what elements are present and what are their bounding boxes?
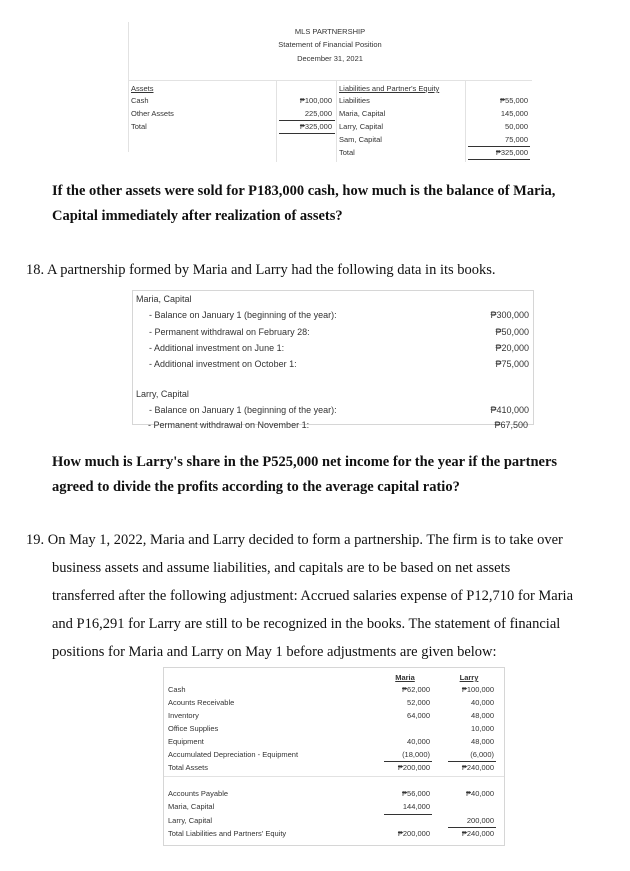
asset-label: Cash: [131, 96, 149, 105]
liab-row-larry: ₱240,000: [461, 829, 494, 838]
asset-row-maria: (18,000): [402, 750, 430, 759]
larry-capital-header: Larry, Capital: [136, 389, 189, 399]
q19-paragraph: [26, 526, 626, 666]
asset-row-larry: 10,000: [471, 724, 494, 733]
total-rule: [448, 761, 496, 762]
total-rule: [384, 761, 432, 762]
maria-capital-header: Maria, Capital: [136, 294, 192, 304]
assets-header: Assets: [131, 84, 154, 93]
liab-row-larry: 200,000: [466, 816, 494, 825]
liability-value: ₱325,000: [495, 148, 528, 157]
q17-question: [52, 179, 622, 229]
asset-row-larry: 48,000: [471, 737, 494, 746]
liab-row-label: Maria, Capital: [168, 802, 215, 811]
grid-line: [276, 80, 277, 162]
liabilities-header: Liabilities and Partner's Equity: [339, 84, 440, 93]
q18-intro: 18. A partnership formed by Maria and Larry had the following data in its books.: [26, 262, 496, 278]
asset-row-larry: ₱240,000: [461, 763, 494, 772]
liability-label: Maria, Capital: [339, 109, 386, 118]
section-divider: [164, 776, 504, 777]
liab-row-larry: ₱40,000: [466, 789, 494, 798]
total-rule: [279, 133, 335, 134]
maria-item-value: ₱300,000: [490, 310, 529, 320]
grid-line: [336, 80, 337, 162]
maria-item-label: - Additional investment on June 1:: [149, 343, 285, 353]
q19-line: transferred after the following adjustment: Accrued salaries expense of P12,710 for Maria: [52, 588, 574, 604]
liab-row-maria: ₱200,000: [397, 829, 430, 838]
liab-row-maria: ₱56,000: [402, 789, 430, 798]
mls-title: MLS PARTNERSHIP: [294, 27, 366, 36]
total-rule: [468, 146, 530, 147]
liability-label: Total: [339, 148, 355, 157]
asset-value: ₱100,000: [299, 96, 332, 105]
asset-label: Total: [131, 122, 147, 131]
liability-value: ₱55,000: [500, 96, 528, 105]
grid-line: [128, 22, 129, 152]
liability-label: Sam, Capital: [339, 135, 382, 144]
asset-row-larry: ₱100,000: [461, 685, 494, 694]
total-rule: [468, 159, 530, 160]
maria-item-value: ₱50,000: [495, 327, 529, 337]
asset-row-maria: 64,000: [407, 711, 430, 720]
maria-item-value: ₱75,000: [495, 359, 529, 369]
liability-value: 50,000: [505, 122, 528, 131]
asset-row-label: Acounts Receivable: [168, 698, 235, 707]
q18-question: [52, 450, 622, 500]
mls-subtitle: Statement of Financial Position: [278, 40, 382, 49]
asset-row-label: Cash: [168, 685, 186, 694]
grid-line: [128, 80, 532, 81]
maria-item-label: - Permanent withdrawal on February 28:: [149, 327, 310, 337]
maria-item-label: - Additional investment on October 1:: [149, 359, 297, 369]
asset-row-maria: ₱62,000: [402, 685, 430, 694]
col-maria-header: Maria: [395, 673, 415, 682]
liability-value: 145,000: [500, 109, 528, 118]
asset-row-larry: 48,000: [471, 711, 494, 720]
mls-date: December 31, 2021: [297, 54, 363, 63]
asset-row-maria: ₱200,000: [397, 763, 430, 772]
liability-label: Larry, Capital: [339, 122, 384, 131]
liability-label: Liabilities: [339, 96, 370, 105]
q19-line: business assets and assume liabilities, and capitals are to be based on net assets: [52, 560, 511, 576]
asset-row-larry: (6,000): [470, 750, 494, 759]
total-rule: [279, 120, 335, 121]
maria-item-value: ₱20,000: [495, 343, 529, 353]
asset-row-label: Office Supplies: [168, 724, 219, 733]
liab-row-label: Total Liabilities and Partners' Equity: [168, 829, 287, 838]
asset-value: 225,000: [304, 109, 332, 118]
larry-item-value: ₱67,500: [494, 420, 528, 430]
q17-line: Capital immediately after realization of assets?: [52, 208, 343, 224]
maria-item-label: - Balance on January 1 (beginning of the year):: [149, 310, 337, 320]
q19-line: and P16,291 for Larry are still to be recognized in the books. The statement of financial: [52, 616, 561, 632]
asset-row-larry: 40,000: [471, 698, 494, 707]
asset-row-label: Total Assets: [168, 763, 209, 772]
asset-label: Other Assets: [131, 109, 174, 118]
liability-value: 75,000: [505, 135, 528, 144]
asset-value: ₱325,000: [299, 122, 332, 131]
larry-item-label: - Balance on January 1 (beginning of the year):: [149, 405, 337, 415]
col-larry-header: Larry: [459, 673, 479, 682]
q18-question-line: agreed to divide the profits according to the average capital ratio?: [52, 479, 460, 495]
asset-row-maria: 52,000: [407, 698, 430, 707]
total-rule: [384, 814, 432, 815]
q19-statement-table: [163, 667, 505, 846]
asset-row-label: Inventory: [168, 711, 199, 720]
q19-line: positions for Maria and Larry on May 1 before adjustments are given below:: [52, 644, 497, 660]
asset-row-label: Accumulated Depreciation - Equipment: [168, 750, 299, 759]
total-rule: [448, 827, 496, 828]
liab-row-label: Larry, Capital: [168, 816, 213, 825]
asset-row-label: Equipment: [168, 737, 204, 746]
q17-line: If the other assets were sold for P183,000 cash, how much is the balance of Maria,: [52, 183, 556, 199]
liab-row-maria: 144,000: [402, 802, 430, 811]
larry-item-value: ₱410,000: [490, 405, 529, 415]
q19-line: 19. On May 1, 2022, Maria and Larry decided to form a partnership. The firm is to take over: [26, 532, 563, 548]
asset-row-maria: 40,000: [407, 737, 430, 746]
liab-row-label: Accounts Payable: [168, 789, 229, 798]
q18-question-line: How much is Larry's share in the P525,000 net income for the year if the partners: [52, 454, 558, 470]
larry-item-label: - Permanent withdrawal on November 1:: [148, 420, 310, 430]
q18-capital-box: [132, 290, 534, 425]
